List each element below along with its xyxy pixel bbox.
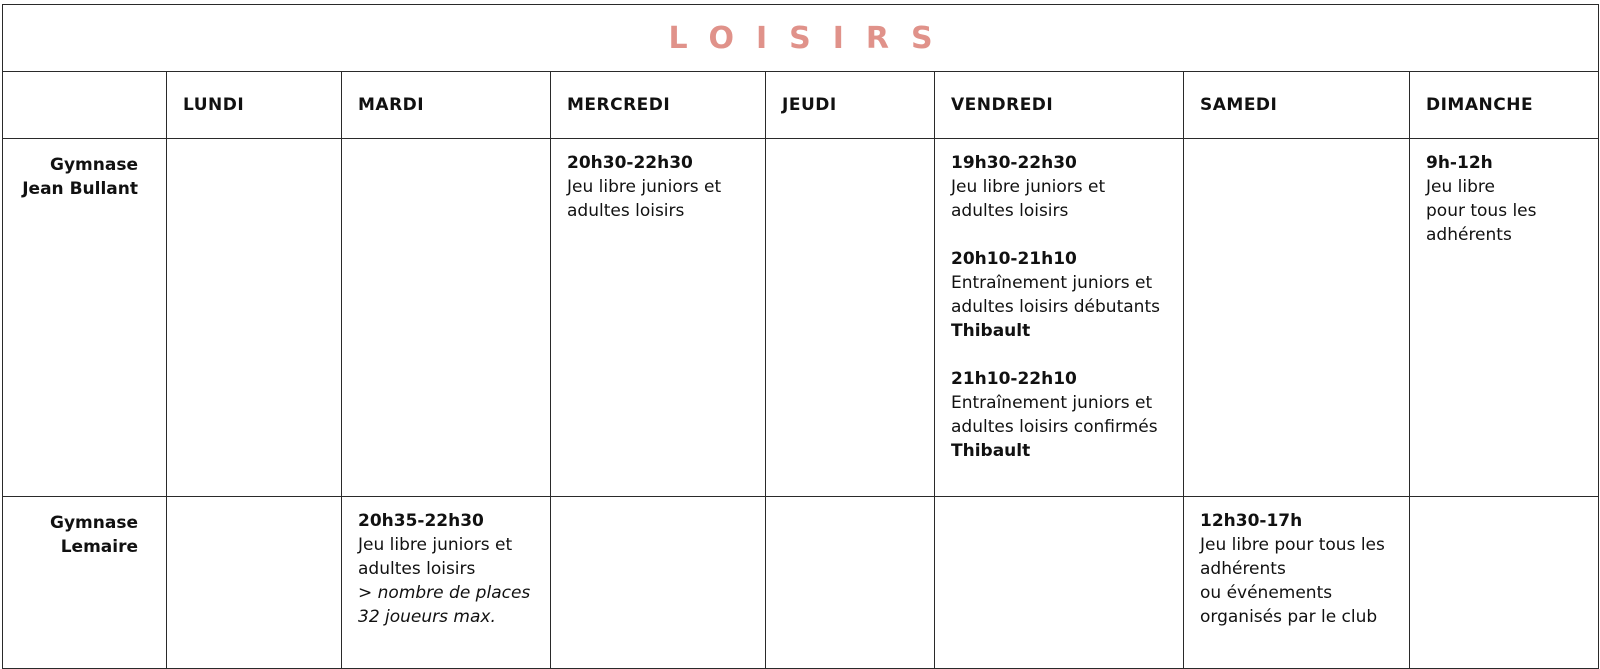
cell-mercredi	[551, 139, 766, 497]
day-header-lundi: LUNDI	[167, 72, 342, 139]
cell-lundi	[167, 139, 342, 497]
session-time: 9h-12h	[1426, 153, 1493, 173]
cell-vendredi	[935, 139, 1184, 497]
venue-row-lemaire	[3, 497, 1599, 669]
session-desc: Jeu libre juniors et adultes loisirs	[358, 535, 513, 579]
session	[567, 151, 755, 223]
session	[951, 151, 1173, 223]
cell-jeudi	[766, 139, 935, 497]
cell-jeudi	[766, 497, 935, 669]
day-header-jeudi: JEUDI	[766, 72, 935, 139]
session	[358, 509, 540, 629]
session-desc: Entraînement juniors et adultes loisirs confirmés	[951, 393, 1158, 437]
session-coach: Thibault	[951, 441, 1031, 461]
venue-label	[3, 497, 167, 669]
cell-dimanche	[1410, 139, 1599, 497]
session-coach: Thibault	[951, 321, 1031, 341]
venue-name-line1: Gymnase	[50, 513, 138, 533]
session-time: 19h30-22h30	[951, 153, 1077, 173]
session	[1426, 151, 1588, 247]
day-header-mardi: MARDI	[342, 72, 551, 139]
session-desc: Jeu libre juniors et adultes loisirs	[567, 177, 722, 221]
session-time: 12h30-17h	[1200, 511, 1303, 531]
cell-vendredi	[935, 497, 1184, 669]
cell-mardi	[342, 497, 551, 669]
venue-name-line1: Gymnase	[50, 155, 138, 175]
session-time: 20h10-21h10	[951, 249, 1077, 269]
day-header-vendredi: VENDREDI	[935, 72, 1184, 139]
session	[1200, 509, 1399, 629]
session-time: 20h35-22h30	[358, 511, 484, 531]
session-time: 21h10-22h10	[951, 369, 1077, 389]
cell-dimanche	[1410, 497, 1599, 669]
schedule-sheet	[2, 4, 1598, 655]
day-header-mercredi: MERCREDI	[551, 72, 766, 139]
title-cell	[3, 5, 1599, 72]
session-desc: Jeu libre pour tous les adhérents ou événements organisés par le club	[1200, 535, 1385, 627]
schedule-table	[2, 4, 1599, 669]
venue-label	[3, 139, 167, 497]
cell-samedi	[1184, 497, 1410, 669]
session-note: > nombre de places 32 joueurs max.	[358, 583, 531, 627]
venue-name-line2: Lemaire	[60, 537, 138, 557]
session-desc: Entraînement juniors et adultes loisirs débutants	[951, 273, 1160, 317]
day-header-row	[3, 72, 1599, 139]
day-header-dimanche: DIMANCHE	[1410, 72, 1599, 139]
session	[951, 367, 1173, 463]
venue-row-jean-bullant	[3, 139, 1599, 497]
day-header-samedi: SAMEDI	[1184, 72, 1410, 139]
cell-samedi	[1184, 139, 1410, 497]
cell-lundi	[167, 497, 342, 669]
cell-mercredi	[551, 497, 766, 669]
session-time: 20h30-22h30	[567, 153, 693, 173]
page-title: LOISIRS	[668, 20, 955, 56]
session-desc: Jeu libre juniors et adultes loisirs	[951, 177, 1106, 221]
corner-cell	[3, 72, 167, 139]
session-desc: Jeu libre pour tous les adhérents	[1426, 177, 1537, 245]
session	[951, 247, 1173, 343]
venue-name-line2: Jean Bullant	[22, 179, 138, 199]
cell-mardi	[342, 139, 551, 497]
